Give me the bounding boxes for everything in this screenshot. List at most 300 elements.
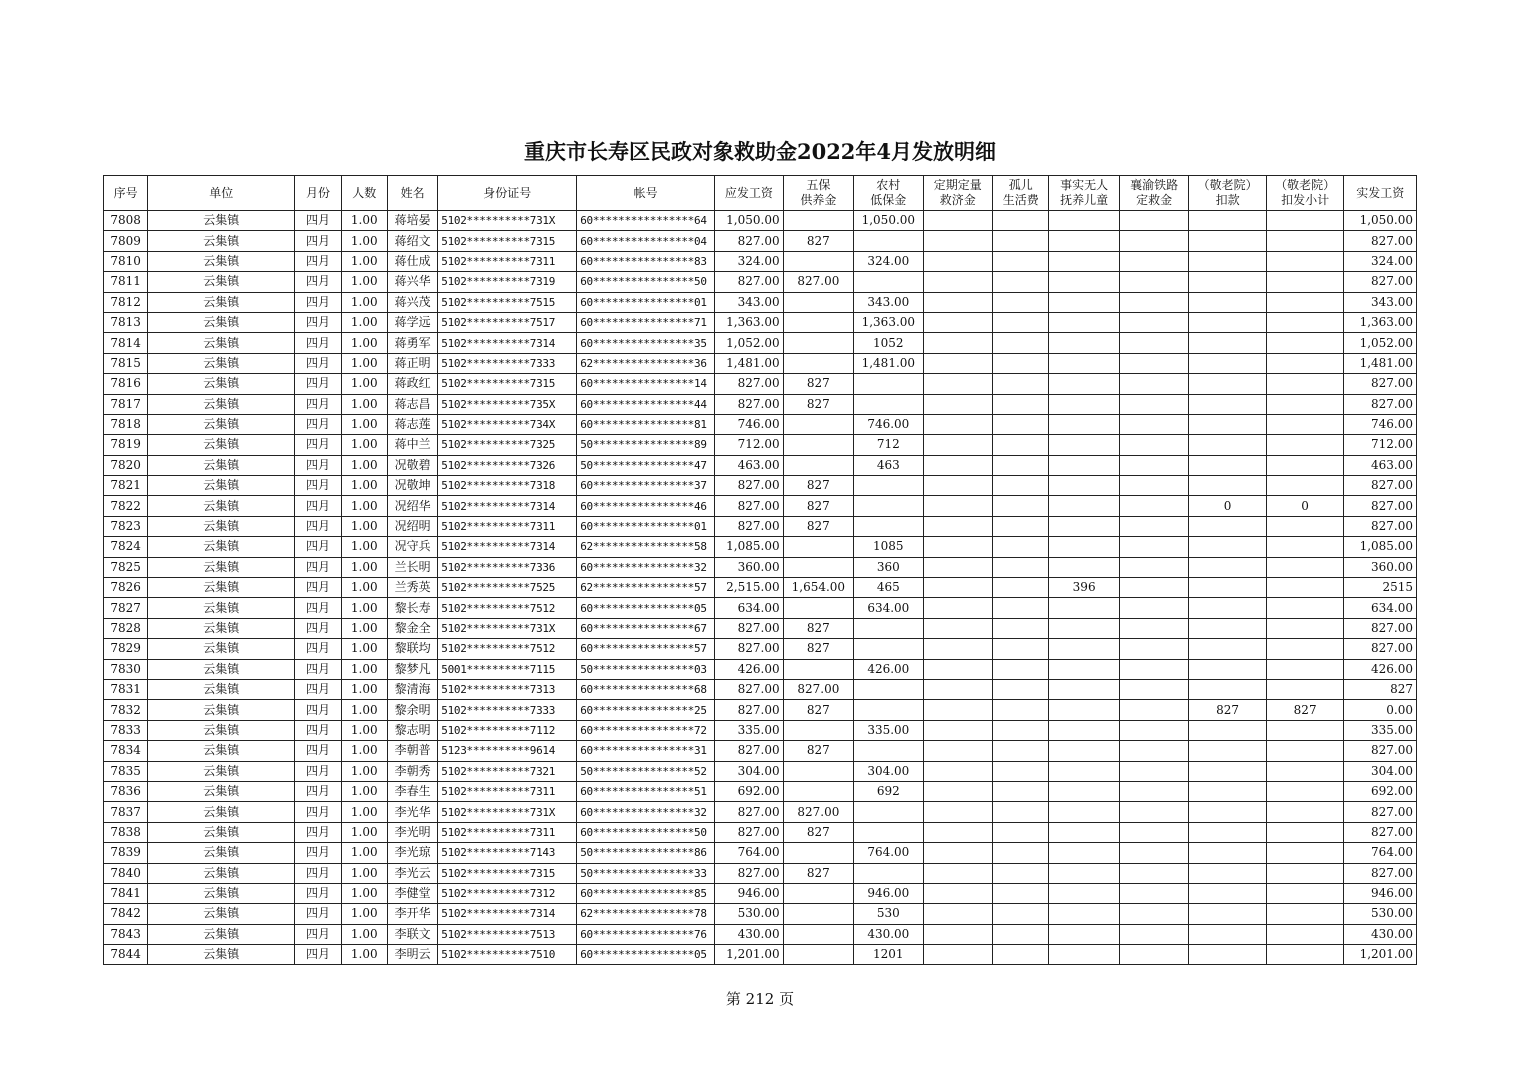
cell-guer [993,863,1049,883]
cell-seq: 7809 [104,231,148,251]
cell-month: 四月 [295,863,341,883]
cell-account: 60****************37 [577,476,715,496]
cell-unit: 云集镇 [148,394,295,414]
cell-unit: 云集镇 [148,333,295,353]
cell-wubao [783,537,853,557]
cell-idno: 5102**********7512 [438,639,577,659]
cell-month: 四月 [295,945,341,965]
cell-unit: 云集镇 [148,272,295,292]
cell-idno: 5102**********7314 [438,333,577,353]
cell-wubao: 1,654.00 [783,578,853,598]
cell-due: 827.00 [715,374,783,394]
cell-month: 四月 [295,741,341,761]
cell-month: 四月 [295,496,341,516]
cell-dingqi [923,251,992,271]
cell-month: 四月 [295,374,341,394]
cell-month: 四月 [295,312,341,332]
cell-shishi [1049,822,1119,842]
cell-deduct [1189,659,1267,679]
cell-due: 946.00 [715,883,783,903]
cell-deduct [1189,435,1267,455]
cell-count: 1.00 [341,374,387,394]
cell-name: 黎长寿 [387,598,437,618]
cell-xiangyu [1119,578,1188,598]
cell-month: 四月 [295,292,341,312]
cell-idno: 5102**********7315 [438,863,577,883]
cell-due: 827.00 [715,863,783,883]
cell-deduct [1189,251,1267,271]
cell-dingqi [923,598,992,618]
cell-idno: 5102**********7512 [438,598,577,618]
table-row [104,618,1417,638]
cell-account: 60****************05 [577,598,715,618]
cell-idno: 5102**********7333 [438,700,577,720]
cell-deduct [1189,781,1267,801]
cell-month: 四月 [295,231,341,251]
cell-idno: 5102**********7143 [438,843,577,863]
cell-dingqi [923,353,992,373]
cell-subtotal [1266,945,1344,965]
cell-guer [993,414,1049,434]
cell-dingqi [923,578,992,598]
cell-month: 四月 [295,720,341,740]
cell-subtotal [1266,781,1344,801]
cell-name: 李联文 [387,924,437,944]
cell-wubao [783,659,853,679]
column-header-account [577,176,715,211]
cell-account: 62****************36 [577,353,715,373]
cell-unit: 云集镇 [148,578,295,598]
column-header-line: 单位 [209,185,234,200]
cell-dibao [854,394,923,414]
cell-account: 60****************68 [577,679,715,699]
column-header-line: 序号 [113,185,138,200]
cell-deduct [1189,904,1267,924]
cell-count: 1.00 [341,945,387,965]
column-header-line: 供养金 [800,193,837,207]
cell-idno: 5102**********731X [438,802,577,822]
cell-wubao [783,720,853,740]
cell-month: 四月 [295,414,341,434]
cell-idno: 5102**********7326 [438,455,577,475]
cell-name: 况守兵 [387,537,437,557]
cell-dibao [854,802,923,822]
column-header-seq [104,176,148,211]
cell-subtotal: 827 [1266,700,1344,720]
cell-guer [993,904,1049,924]
cell-seq: 7835 [104,761,148,781]
cell-count: 1.00 [341,598,387,618]
cell-actual: 1,201.00 [1344,945,1417,965]
cell-month: 四月 [295,761,341,781]
cell-idno: 5102**********7515 [438,292,577,312]
cell-subtotal [1266,455,1344,475]
cell-month: 四月 [295,883,341,903]
cell-account: 60****************85 [577,883,715,903]
cell-dingqi [923,272,992,292]
cell-unit: 云集镇 [148,496,295,516]
column-header-line: 农村 [876,178,901,192]
cell-unit: 云集镇 [148,863,295,883]
cell-dibao: 343.00 [854,292,923,312]
cell-dibao: 1,050.00 [854,211,923,231]
cell-subtotal [1266,578,1344,598]
cell-due: 530.00 [715,904,783,924]
cell-dibao: 465 [854,578,923,598]
cell-actual: 827.00 [1344,639,1417,659]
cell-account: 60****************64 [577,211,715,231]
cell-name: 蒋志昌 [387,394,437,414]
cell-xiangyu [1119,700,1188,720]
cell-seq: 7843 [104,924,148,944]
cell-actual: 1,363.00 [1344,312,1417,332]
cell-dingqi [923,822,992,842]
cell-shishi [1049,843,1119,863]
cell-dibao: 324.00 [854,251,923,271]
cell-seq: 7827 [104,598,148,618]
cell-dingqi [923,679,992,699]
cell-count: 1.00 [341,516,387,536]
cell-dingqi [923,945,992,965]
cell-unit: 云集镇 [148,904,295,924]
cell-shishi [1049,904,1119,924]
table-row [104,496,1417,516]
cell-month: 四月 [295,333,341,353]
cell-xiangyu [1119,781,1188,801]
cell-name: 况敬碧 [387,455,437,475]
cell-due: 430.00 [715,924,783,944]
cell-deduct [1189,924,1267,944]
cell-wubao: 827 [783,516,853,536]
cell-xiangyu [1119,435,1188,455]
column-header-unit [148,176,295,211]
column-header-line: 姓名 [400,185,425,200]
cell-account: 60****************76 [577,924,715,944]
cell-actual: 343.00 [1344,292,1417,312]
cell-seq: 7828 [104,618,148,638]
cell-due: 1,363.00 [715,312,783,332]
cell-dingqi [923,476,992,496]
cell-guer [993,251,1049,271]
cell-count: 1.00 [341,659,387,679]
cell-deduct: 0 [1189,496,1267,516]
cell-dibao: 746.00 [854,414,923,434]
cell-shishi [1049,435,1119,455]
cell-shishi [1049,414,1119,434]
cell-seq: 7822 [104,496,148,516]
cell-idno: 5102**********7517 [438,312,577,332]
cell-wubao: 827.00 [783,679,853,699]
cell-subtotal [1266,822,1344,842]
cell-due: 1,085.00 [715,537,783,557]
cell-account: 50****************33 [577,863,715,883]
cell-dibao: 335.00 [854,720,923,740]
cell-deduct [1189,353,1267,373]
cell-subtotal [1266,333,1344,353]
cell-wubao: 827 [783,618,853,638]
page-title: 重庆市长寿区民政对象救助金2022年4月发放明细 [523,139,997,164]
cell-guer [993,578,1049,598]
cell-xiangyu [1119,455,1188,475]
cell-unit: 云集镇 [148,761,295,781]
cell-dingqi [923,659,992,679]
cell-dingqi [923,292,992,312]
cell-seq: 7833 [104,720,148,740]
cell-dibao [854,639,923,659]
cell-guer [993,618,1049,638]
cell-wubao [783,557,853,577]
cell-name: 蒋仕成 [387,251,437,271]
cell-actual: 827.00 [1344,476,1417,496]
cell-dibao: 430.00 [854,924,923,944]
cell-dingqi [923,618,992,638]
cell-actual: 827.00 [1344,374,1417,394]
cell-guer [993,761,1049,781]
cell-unit: 云集镇 [148,455,295,475]
cell-wubao [783,598,853,618]
column-header-line: 孤儿 [1008,178,1033,192]
cell-subtotal [1266,251,1344,271]
cell-idno: 5102**********7510 [438,945,577,965]
cell-shishi [1049,455,1119,475]
cell-count: 1.00 [341,272,387,292]
cell-xiangyu [1119,251,1188,271]
cell-actual: 1,052.00 [1344,333,1417,353]
cell-idno: 5102**********7319 [438,272,577,292]
cell-guer [993,679,1049,699]
cell-dibao: 1085 [854,537,923,557]
cell-deduct [1189,945,1267,965]
cell-due: 827.00 [715,700,783,720]
table-row [104,557,1417,577]
cell-deduct [1189,476,1267,496]
cell-unit: 云集镇 [148,537,295,557]
column-header-line: 定期定量 [933,178,982,192]
cell-dingqi [923,904,992,924]
cell-shishi [1049,312,1119,332]
cell-count: 1.00 [341,496,387,516]
cell-subtotal [1266,211,1344,231]
cell-deduct [1189,802,1267,822]
column-header-wubao [783,176,853,211]
column-header-line: 帐号 [633,185,658,200]
cell-guer [993,455,1049,475]
cell-seq: 7815 [104,353,148,373]
cell-seq: 7812 [104,292,148,312]
cell-actual: 827 [1344,679,1417,699]
cell-guer [993,394,1049,414]
cell-guer [993,272,1049,292]
cell-actual: 827.00 [1344,516,1417,536]
cell-account: 60****************83 [577,251,715,271]
cell-seq: 7808 [104,211,148,231]
cell-name: 李光云 [387,863,437,883]
cell-wubao [783,414,853,434]
cell-idno: 5102**********7336 [438,557,577,577]
cell-shishi [1049,863,1119,883]
cell-account: 60****************44 [577,394,715,414]
cell-name: 蒋正明 [387,353,437,373]
cell-xiangyu [1119,272,1188,292]
cell-seq: 7817 [104,394,148,414]
cell-dingqi [923,843,992,863]
cell-seq: 7844 [104,945,148,965]
cell-unit: 云集镇 [148,211,295,231]
cell-due: 827.00 [715,516,783,536]
cell-deduct [1189,578,1267,598]
cell-shishi [1049,761,1119,781]
cell-subtotal [1266,618,1344,638]
column-header-line: 扣发小计 [1281,193,1330,207]
cell-count: 1.00 [341,333,387,353]
cell-seq: 7824 [104,537,148,557]
cell-due: 304.00 [715,761,783,781]
cell-actual: 530.00 [1344,904,1417,924]
cell-subtotal: 0 [1266,496,1344,516]
cell-unit: 云集镇 [148,557,295,577]
cell-idno: 5102**********7318 [438,476,577,496]
cell-idno: 5102**********7321 [438,761,577,781]
column-header-line: （敬老院） [1275,178,1336,192]
column-header-count [341,176,387,211]
cell-account: 60****************32 [577,802,715,822]
cell-idno: 5102**********7112 [438,720,577,740]
column-header-line: 扣款 [1215,193,1240,207]
table-row [104,741,1417,761]
cell-idno: 5123**********9614 [438,741,577,761]
cell-name: 况敬坤 [387,476,437,496]
cell-count: 1.00 [341,537,387,557]
cell-deduct [1189,211,1267,231]
cell-count: 1.00 [341,822,387,842]
cell-subtotal [1266,598,1344,618]
cell-dingqi [923,863,992,883]
column-header-line: 人数 [352,185,377,200]
table-row [104,312,1417,332]
cell-account: 60****************32 [577,557,715,577]
cell-shishi [1049,598,1119,618]
cell-deduct [1189,455,1267,475]
cell-dingqi [923,231,992,251]
table-header-row [104,176,1417,211]
cell-count: 1.00 [341,476,387,496]
cell-count: 1.00 [341,557,387,577]
cell-shishi [1049,394,1119,414]
cell-count: 1.00 [341,353,387,373]
cell-actual: 1,481.00 [1344,353,1417,373]
cell-wubao [783,312,853,332]
cell-month: 四月 [295,904,341,924]
cell-seq: 7838 [104,822,148,842]
table-row [104,231,1417,251]
cell-actual: 827.00 [1344,618,1417,638]
cell-subtotal [1266,272,1344,292]
cell-actual: 827.00 [1344,802,1417,822]
cell-name: 况绍华 [387,496,437,516]
cell-count: 1.00 [341,394,387,414]
cell-dingqi [923,435,992,455]
cell-subtotal [1266,883,1344,903]
cell-actual: 827.00 [1344,496,1417,516]
cell-idno: 5102**********7314 [438,904,577,924]
cell-subtotal [1266,863,1344,883]
cell-shishi [1049,741,1119,761]
cell-account: 50****************89 [577,435,715,455]
cell-wubao [783,904,853,924]
cell-subtotal [1266,414,1344,434]
cell-xiangyu [1119,639,1188,659]
cell-idno: 5102**********7311 [438,781,577,801]
cell-xiangyu [1119,557,1188,577]
table-row [104,761,1417,781]
cell-unit: 云集镇 [148,720,295,740]
cell-due: 634.00 [715,598,783,618]
cell-dibao [854,231,923,251]
column-header-actual [1344,176,1417,211]
cell-dibao [854,741,923,761]
cell-month: 四月 [295,822,341,842]
cell-count: 1.00 [341,700,387,720]
cell-deduct [1189,618,1267,638]
cell-wubao [783,781,853,801]
cell-wubao [783,292,853,312]
cell-dibao: 463 [854,455,923,475]
cell-actual: 426.00 [1344,659,1417,679]
cell-subtotal [1266,741,1344,761]
cell-deduct [1189,537,1267,557]
cell-wubao [783,945,853,965]
cell-dibao [854,679,923,699]
column-header-subtotal [1266,176,1344,211]
column-header-deduct [1189,176,1267,211]
cell-dibao: 530 [854,904,923,924]
table-row [104,863,1417,883]
cell-actual: 360.00 [1344,557,1417,577]
cell-wubao: 827 [783,639,853,659]
cell-name: 蒋勇军 [387,333,437,353]
table-row [104,679,1417,699]
cell-account: 60****************50 [577,272,715,292]
cell-subtotal [1266,802,1344,822]
cell-xiangyu [1119,904,1188,924]
cell-month: 四月 [295,598,341,618]
cell-wubao: 827 [783,822,853,842]
cell-account: 60****************81 [577,414,715,434]
cell-seq: 7813 [104,312,148,332]
cell-deduct [1189,822,1267,842]
cell-count: 1.00 [341,863,387,883]
cell-unit: 云集镇 [148,843,295,863]
cell-actual: 827.00 [1344,231,1417,251]
cell-guer [993,883,1049,903]
cell-dibao: 1,363.00 [854,312,923,332]
cell-name: 黎梦凡 [387,659,437,679]
cell-name: 李明云 [387,945,437,965]
relief-payment-table [103,175,1417,965]
cell-xiangyu [1119,496,1188,516]
cell-actual: 1,085.00 [1344,537,1417,557]
cell-due: 1,050.00 [715,211,783,231]
cell-wubao: 827 [783,496,853,516]
cell-idno: 5102**********7314 [438,537,577,557]
cell-due: 426.00 [715,659,783,679]
cell-shishi [1049,924,1119,944]
cell-seq: 7825 [104,557,148,577]
cell-unit: 云集镇 [148,639,295,659]
cell-guer [993,374,1049,394]
cell-seq: 7841 [104,883,148,903]
cell-due: 827.00 [715,394,783,414]
